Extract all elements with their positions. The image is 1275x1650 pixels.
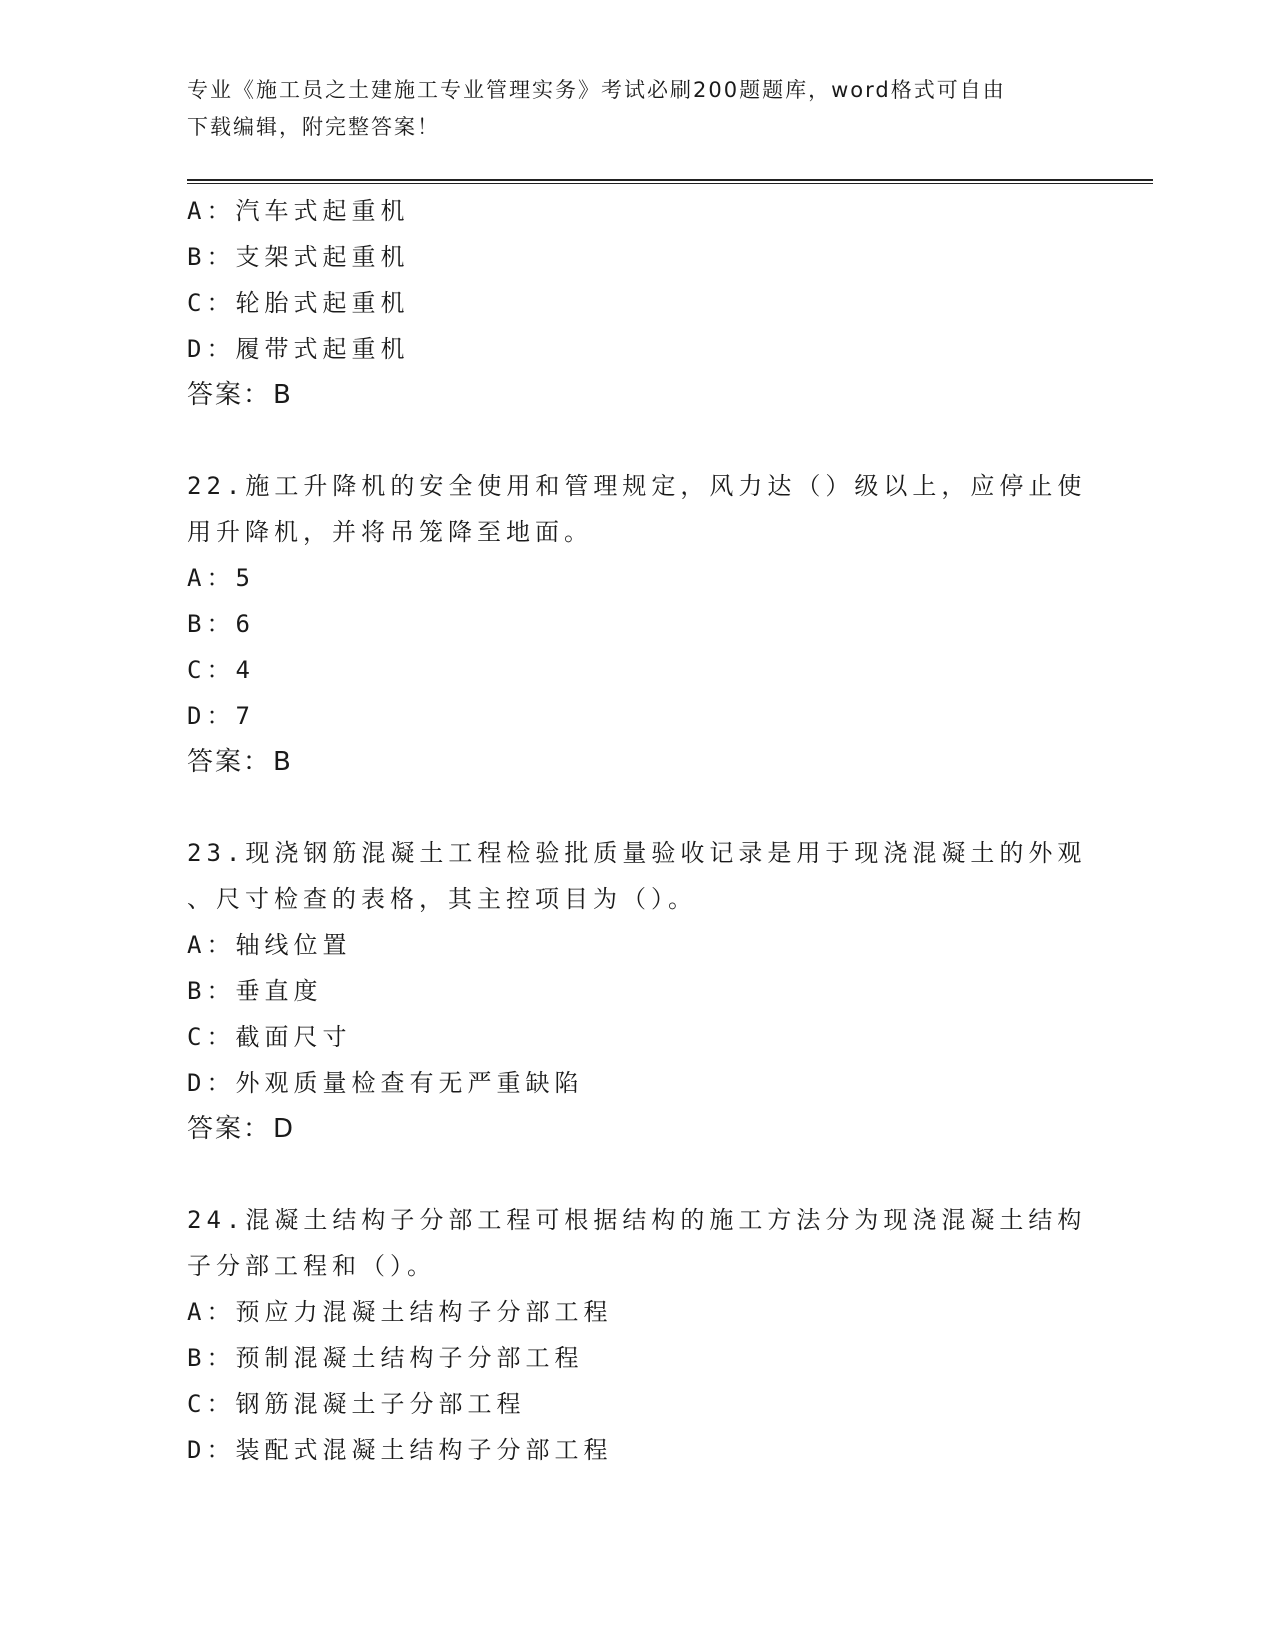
q23-text-line-2: 、尺寸检查的表格，其主控项目为（）。 [187, 885, 697, 913]
q23-text-line-1: 23.现浇钢筋混凝土工程检验批质量验收记录是用于现浇混凝土的外观 [187, 839, 1087, 867]
q22-option-a: A：5 [187, 564, 255, 592]
q23-option-a: A：轴线位置 [187, 931, 352, 959]
q21-option-d: D：履带式起重机 [187, 335, 410, 363]
q23-option-b: B：垂直度 [187, 977, 323, 1005]
q21-answer [187, 372, 1087, 418]
q21-option-a: A：汽车式起重机 [187, 197, 410, 225]
header-line-1: 专业《施工员之土建施工专业管理实务》考试必刷200题题库，word格式可自由 [187, 78, 1006, 102]
q22-option-b: B：6 [187, 610, 255, 638]
q21-answer-value: B [273, 380, 293, 410]
q22-answer-label: 答案： [187, 747, 272, 777]
q22-option-c: C：4 [187, 656, 255, 684]
question-22 [187, 463, 1087, 785]
question-24 [187, 1197, 1087, 1473]
q24-text-line-2: 子分部工程和（）。 [187, 1252, 436, 1280]
document-header [187, 72, 1087, 146]
q21-option-c: C：轮胎式起重机 [187, 289, 410, 317]
q21-answer-label: 答案： [187, 380, 272, 410]
q24-option-d: D：装配式混凝土结构子分部工程 [187, 1436, 613, 1464]
q22-option-d: D：7 [187, 702, 255, 730]
q23-answer [187, 1106, 1087, 1152]
q23-answer-value: D [273, 1114, 296, 1144]
q23-option-c: C：截面尺寸 [187, 1023, 352, 1051]
header-divider-thick [187, 179, 1153, 181]
q24-option-b: B：预制混凝土结构子分部工程 [187, 1344, 584, 1372]
q23-answer-label: 答案： [187, 1114, 272, 1144]
q22-text-line-1: 22.施工升降机的安全使用和管理规定，风力达（）级以上，应停止使 [187, 472, 1087, 500]
question-21 [187, 188, 1087, 418]
header-line-2: 下载编辑，附完整答案！ [187, 115, 440, 139]
q24-text-line-1: 24.混凝土结构子分部工程可根据结构的施工方法分为现浇混凝土结构 [187, 1206, 1087, 1234]
q22-text-line-2: 用升降机，并将吊笼降至地面。 [187, 518, 593, 546]
q24-option-c: C：钢筋混凝土子分部工程 [187, 1390, 526, 1418]
q21-option-b: B：支架式起重机 [187, 243, 410, 271]
q24-option-a: A：预应力混凝土结构子分部工程 [187, 1298, 613, 1326]
q22-answer-value: B [273, 747, 293, 777]
q22-answer [187, 739, 1087, 785]
header-divider-thin [187, 183, 1153, 184]
document-body [187, 188, 1087, 1473]
q23-option-d: D：外观质量检查有无严重缺陷 [187, 1069, 584, 1097]
question-23 [187, 830, 1087, 1152]
